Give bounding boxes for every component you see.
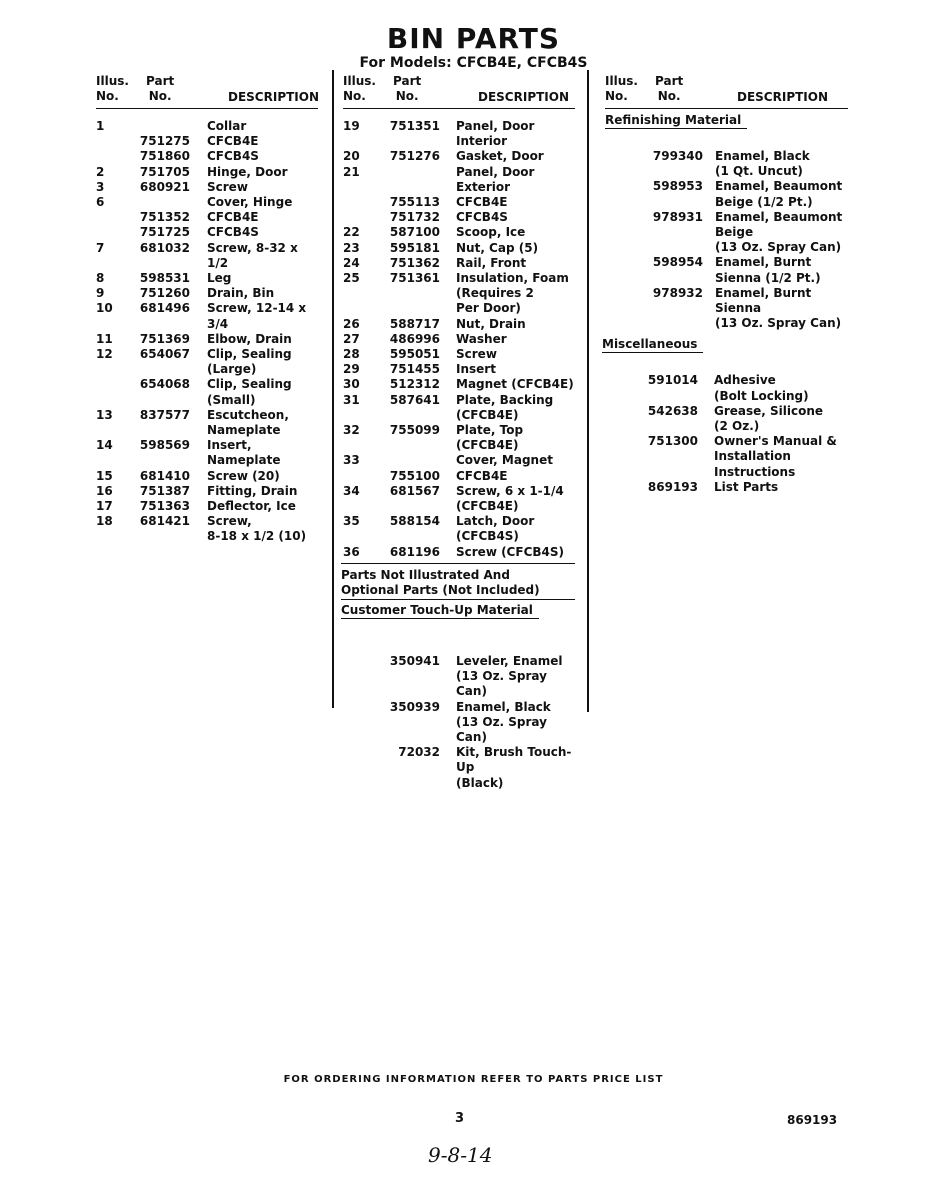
part-number: 681567 — [389, 483, 440, 498]
table-row — [605, 179, 848, 209]
part-number: 751260 — [139, 286, 190, 301]
column-header — [343, 74, 575, 109]
table-row — [605, 286, 848, 332]
table-row — [343, 256, 575, 271]
table-row — [343, 271, 575, 317]
ordering-info-footer: FOR ORDERING INFORMATION REFER TO PARTS PRICE LIST — [283, 1074, 664, 1085]
parts-column-3 — [602, 74, 848, 495]
page-title: BIN PARTS — [386, 22, 561, 55]
part-description: CFCB4S — [207, 225, 259, 240]
illus-no-header: Illus. No. — [605, 74, 638, 103]
description-header: DESCRIPTION — [737, 90, 829, 104]
description-header: DESCRIPTION — [228, 90, 320, 104]
table-row — [96, 286, 318, 301]
part-number: 751352 — [139, 210, 190, 225]
illus-number: 27 — [343, 331, 360, 346]
part-description: Drain, Bin — [207, 286, 275, 301]
part-description: Deflector, Ice — [207, 499, 296, 514]
table-row — [96, 180, 318, 195]
part-number: 751300 — [647, 434, 698, 449]
part-description: Screw — [207, 179, 248, 194]
illus-number: 23 — [343, 240, 360, 255]
part-number: 751276 — [389, 149, 440, 164]
table-row — [343, 362, 575, 377]
part-description: Enamel, Beaumont Beige (13 Oz. Spray Can) — [715, 209, 843, 255]
part-no-header: Part No. — [655, 74, 684, 103]
part-description: Latch, Door (CFCB4S) — [456, 514, 535, 544]
part-number: 751860 — [139, 149, 190, 164]
table-row — [343, 241, 575, 256]
part-description: List Parts — [714, 479, 779, 494]
table-row — [605, 434, 848, 480]
table-row — [96, 195, 318, 210]
section-customer-touch-up: Customer Touch-Up Material — [341, 603, 539, 619]
part-number: 751369 — [139, 331, 190, 346]
part-number: 755100 — [389, 468, 440, 483]
table-row — [96, 377, 318, 407]
illus-number: 21 — [343, 164, 360, 179]
models-subtitle: For Models: CFCB4E, CFCB4S — [359, 55, 588, 71]
part-number: 512312 — [389, 377, 440, 392]
part-number: 542638 — [647, 403, 698, 418]
table-row — [343, 225, 575, 240]
table-row — [96, 134, 318, 149]
illus-number: 12 — [96, 347, 113, 362]
table-row — [96, 469, 318, 484]
table-row — [343, 149, 575, 164]
illus-number: 35 — [343, 514, 360, 529]
part-description: Collar — [207, 119, 247, 133]
part-number: 591014 — [647, 373, 698, 388]
table-row — [343, 119, 575, 149]
part-number: 598569 — [139, 438, 190, 453]
table-row — [96, 271, 318, 286]
table-row — [343, 745, 575, 791]
part-description: Insert, Nameplate — [207, 438, 281, 468]
table-row — [343, 393, 575, 423]
part-description: Owner's Manual & Installation Instructions — [714, 434, 837, 479]
parts-column-2 — [343, 74, 575, 791]
part-description: Enamel, Burnt Sienna (1/2 Pt.) — [715, 255, 821, 285]
table-row — [605, 404, 848, 434]
table-row — [96, 241, 318, 271]
table-row — [343, 423, 575, 453]
part-description: Screw (CFCB4S) — [456, 544, 564, 559]
part-description: Panel, Door Exterior — [456, 164, 535, 194]
part-description: Washer — [456, 331, 507, 346]
illus-number: 13 — [96, 407, 113, 422]
column-divider — [332, 70, 334, 708]
table-row — [96, 514, 318, 544]
refinishing-list — [605, 149, 848, 331]
part-description: Kit, Brush Touch-Up (Black) — [456, 745, 572, 790]
part-description: Fitting, Drain — [207, 483, 298, 498]
section-refinishing-material: Refinishing Material — [605, 113, 747, 129]
section-parts-not-illustrated: Parts Not Illustrated And Optional Parts (Not Included) — [341, 563, 575, 600]
part-number: 681421 — [139, 514, 190, 529]
part-number: 350941 — [389, 653, 440, 668]
table-row — [343, 210, 575, 225]
table-row — [96, 347, 318, 377]
part-description: CFCB4E — [207, 134, 259, 149]
part-description: Plate, Backing (CFCB4E) — [456, 392, 554, 422]
part-number: 486996 — [389, 331, 440, 346]
part-description: Screw, 8-18 x 1/2 (10) — [207, 514, 307, 544]
part-description: Nut, Cap (5) — [456, 240, 539, 255]
table-row — [96, 408, 318, 438]
part-description: Enamel, Black (1 Qt. Uncut) — [715, 149, 810, 179]
part-number: 588717 — [389, 316, 440, 331]
part-number: 598954 — [652, 255, 703, 270]
part-number: 654067 — [139, 347, 190, 362]
illus-number: 20 — [343, 149, 360, 164]
part-number: 751362 — [389, 255, 440, 270]
part-number: 751455 — [389, 362, 440, 377]
illus-no-header: Illus. No. — [96, 74, 129, 103]
illus-number: 33 — [343, 453, 360, 468]
part-number: 869193 — [647, 479, 698, 494]
document-number: 869193 — [787, 1113, 838, 1127]
part-number: 978931 — [652, 209, 703, 224]
part-description: Elbow, Drain — [207, 331, 292, 346]
part-description: Insulation, Foam (Requires 2 Per Door) — [456, 271, 569, 316]
part-number: 681032 — [139, 240, 190, 255]
table-row — [343, 377, 575, 392]
table-row — [96, 165, 318, 180]
part-description: Cover, Magnet — [456, 453, 553, 468]
column-divider — [587, 70, 589, 712]
table-row — [96, 301, 318, 331]
illus-number: 10 — [96, 301, 113, 316]
part-number: 681410 — [139, 468, 190, 483]
illus-number: 16 — [96, 483, 113, 498]
part-no-header: Part No. — [146, 74, 175, 103]
part-description: Magnet (CFCB4E) — [456, 377, 574, 392]
illus-number: 36 — [343, 544, 360, 559]
illus-number: 3 — [96, 179, 105, 194]
part-number: 755113 — [389, 195, 440, 210]
part-number: 598953 — [652, 179, 703, 194]
part-number: 751275 — [139, 134, 190, 149]
part-number: 799340 — [652, 149, 703, 163]
illus-number: 17 — [96, 499, 113, 514]
page-number: 3 — [455, 1111, 465, 1126]
part-number: 72032 — [398, 745, 440, 760]
part-description: CFCB4E — [456, 195, 508, 210]
table-row — [343, 654, 575, 700]
table-row — [605, 210, 848, 256]
part-description: Nut, Drain — [456, 316, 526, 331]
part-description: CFCB4S — [456, 210, 508, 225]
part-description: Adhesive (Bolt Locking) — [714, 373, 809, 403]
table-row — [343, 469, 575, 484]
illus-number: 30 — [343, 377, 360, 392]
table-row — [343, 195, 575, 210]
part-number: 598531 — [139, 271, 190, 286]
part-number: 751725 — [139, 225, 190, 240]
table-row — [96, 438, 318, 468]
table-row — [96, 332, 318, 347]
illus-number: 28 — [343, 347, 360, 362]
part-number: 755099 — [389, 423, 440, 438]
touch-up-list — [343, 654, 575, 791]
parts-column-1 — [96, 74, 318, 545]
miscellaneous-list — [605, 373, 848, 495]
illus-number: 11 — [96, 331, 113, 346]
illus-number: 1 — [96, 119, 105, 133]
part-number: 595051 — [389, 347, 440, 362]
parts-list — [343, 119, 575, 560]
illus-number: 26 — [343, 316, 360, 331]
table-row — [343, 347, 575, 362]
part-description: Screw, 12-14 x 3/4 — [207, 301, 307, 331]
table-row — [96, 149, 318, 164]
part-description: Enamel, Beaumont Beige (1/2 Pt.) — [715, 179, 843, 209]
illus-number: 29 — [343, 362, 360, 377]
part-description: Panel, Door Interior — [456, 119, 535, 149]
part-number: 751351 — [389, 119, 440, 133]
part-number: 978932 — [652, 285, 703, 300]
part-description: Escutcheon, Nameplate — [207, 407, 289, 438]
table-row — [343, 453, 575, 468]
column-header — [605, 74, 848, 109]
section-miscellaneous: Miscellaneous — [602, 337, 703, 353]
illus-number: 31 — [343, 392, 360, 407]
part-description: Cover, Hinge — [207, 195, 293, 210]
illus-number: 22 — [343, 225, 360, 240]
table-row — [343, 317, 575, 332]
table-row — [96, 119, 318, 134]
part-description: Screw (20) — [207, 468, 280, 483]
column-header — [96, 74, 318, 109]
part-description: Screw, 8-32 x 1/2 — [207, 240, 298, 270]
illus-number: 6 — [96, 195, 105, 210]
table-row — [343, 332, 575, 347]
handwritten-note: 9-8-14 — [428, 1143, 493, 1167]
illus-number: 7 — [96, 240, 105, 255]
part-description: CFCB4E — [456, 468, 508, 483]
description-header: DESCRIPTION — [478, 90, 570, 104]
part-number: 751705 — [139, 164, 190, 179]
part-number: 837577 — [139, 407, 190, 422]
illus-number: 34 — [343, 483, 360, 498]
part-description: Scoop, Ice — [456, 225, 526, 240]
part-number: 588154 — [389, 514, 440, 529]
illus-number: 24 — [343, 255, 360, 270]
part-number: 350939 — [389, 699, 440, 714]
illus-number: 2 — [96, 164, 105, 179]
part-number: 751363 — [139, 499, 190, 514]
table-row — [96, 499, 318, 514]
table-row — [605, 373, 848, 403]
table-row — [605, 255, 848, 285]
table-row — [343, 700, 575, 746]
table-row — [96, 210, 318, 225]
table-row — [605, 480, 848, 495]
table-row — [96, 484, 318, 499]
illus-number: 25 — [343, 271, 360, 286]
part-description: Screw — [456, 347, 497, 362]
illus-number: 9 — [96, 286, 105, 301]
part-description: Hinge, Door — [207, 164, 288, 179]
illus-number: 19 — [343, 119, 360, 133]
part-description: CFCB4S — [207, 149, 259, 164]
part-number: 587641 — [389, 392, 440, 407]
part-description: Clip, Sealing (Large) — [207, 347, 292, 377]
part-number: 751361 — [389, 271, 440, 286]
illus-number: 14 — [96, 438, 113, 453]
part-number: 681196 — [389, 544, 440, 559]
part-description: Clip, Sealing (Small) — [207, 377, 292, 407]
part-description: Enamel, Burnt Sienna (13 Oz. Spray Can) — [715, 285, 842, 331]
part-number: 681496 — [139, 301, 190, 316]
part-no-header: Part No. — [393, 74, 422, 103]
part-number: 654068 — [139, 377, 190, 392]
part-number: 751387 — [139, 483, 190, 498]
table-row — [96, 225, 318, 240]
part-description: Leveler, Enamel (13 Oz. Spray Can) — [456, 653, 563, 699]
table-row — [605, 149, 848, 179]
illus-number: 8 — [96, 271, 105, 286]
part-number: 587100 — [389, 225, 440, 240]
part-description: Enamel, Black (13 Oz. Spray Can) — [456, 699, 551, 744]
part-description: Leg — [207, 271, 232, 286]
part-description: Screw, 6 x 1-1/4 (CFCB4E) — [456, 483, 564, 514]
part-description: Plate, Top (CFCB4E) — [456, 423, 524, 453]
parts-list — [96, 119, 318, 545]
illus-number: 32 — [343, 423, 360, 438]
illus-number: 18 — [96, 514, 113, 529]
part-description: Rail, Front — [456, 255, 527, 270]
table-row — [343, 545, 575, 560]
part-description: Grease, Silicone (2 Oz.) — [714, 403, 824, 434]
illus-no-header: Illus. No. — [343, 74, 376, 103]
table-row — [343, 514, 575, 544]
part-number: 595181 — [389, 240, 440, 255]
part-number: 751732 — [389, 210, 440, 225]
table-row — [343, 165, 575, 195]
part-number: 680921 — [139, 179, 190, 194]
illus-number: 15 — [96, 468, 113, 483]
table-row — [343, 484, 575, 514]
part-description: CFCB4E — [207, 210, 259, 225]
part-description: Insert — [456, 362, 496, 377]
part-description: Gasket, Door — [456, 149, 544, 164]
